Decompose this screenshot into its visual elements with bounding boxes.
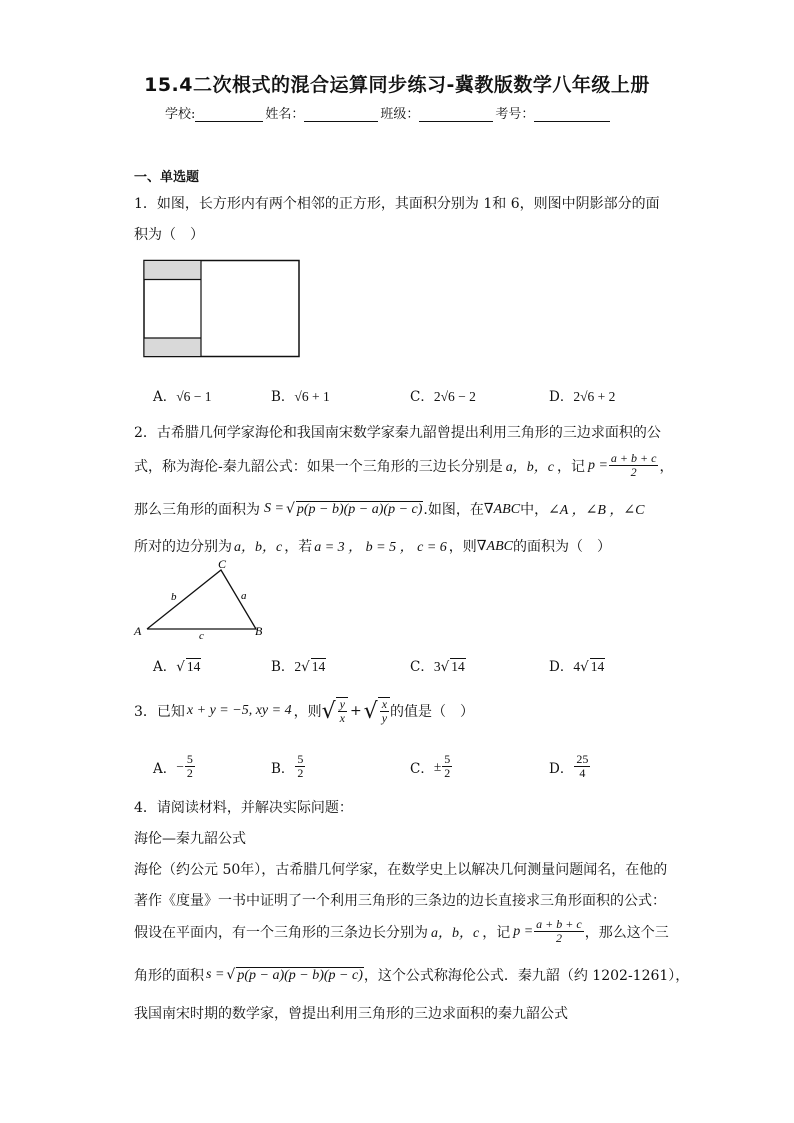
q3-text: 3．已知 x + y = −5, xy = 4 ，则 √ $\frac{y}{x}$ + √ $\frac{x}{y}$ 的值是（ ） bbox=[134, 697, 475, 725]
q2-option-d[interactable]: D．4√ 14 bbox=[549, 659, 605, 675]
vertex-b-label: B bbox=[255, 624, 263, 638]
q3-option-c[interactable]: C． ± $\frac{5}{2}$ bbox=[410, 752, 451, 780]
side-c-label: c bbox=[199, 630, 204, 642]
q4-p-fraction: $\frac{a + b + c}{2}$ bbox=[536, 917, 582, 945]
school-field[interactable] bbox=[195, 107, 263, 122]
class-field[interactable] bbox=[419, 107, 493, 122]
side-a-label: a bbox=[241, 590, 247, 602]
q4-text-line4: 著作《度量》一书中证明了一个利用三角形的三条边的边长直接求三角形面积的公式： bbox=[134, 893, 666, 909]
q3-option-b[interactable]: B． $\frac{5}{2}$ bbox=[271, 752, 304, 780]
q2-area-radicand: p(p − b)(p − a)(p − c) bbox=[296, 501, 423, 517]
number-field[interactable] bbox=[534, 107, 610, 122]
q4-text-line3: 海伦（约公元 50年），古希腊几何学家，在数学史上以解决几何测量问题闻名，在他的 bbox=[134, 862, 668, 878]
q1-text-line1: 1．如图，长方形内有两个相邻的正方形，其面积分别为 1和 6，则图中阴影部分的面 bbox=[134, 196, 660, 212]
school-label: 学校: bbox=[165, 107, 196, 122]
q1-rectangle-figure bbox=[140, 258, 304, 362]
vertex-a-label: A bbox=[134, 624, 142, 638]
q1-option-c[interactable]: C．2√6 − 2 bbox=[410, 389, 476, 405]
q2-option-c[interactable]: C．3√ 14 bbox=[410, 659, 465, 675]
q2-option-a[interactable]: A．√ 14 bbox=[153, 659, 201, 675]
number-label: 考号： bbox=[495, 107, 535, 122]
q2-triangle-figure bbox=[128, 558, 270, 642]
q2-option-b[interactable]: B．2√ 14 bbox=[271, 659, 326, 675]
q2-text-line4: 所对的边分别为 a，b，c ，若 a = 3 ， b = 5 ， c = 6 ，则 ∇ABC 的面积为（ ） bbox=[134, 538, 611, 555]
q3-option-a[interactable]: A． − $\frac{5}{2}$ bbox=[153, 752, 193, 780]
q1-option-b[interactable]: B．√6 + 1 bbox=[271, 389, 330, 405]
q2-text-line1: 2．古希腊几何学家海伦和我国南宋数学家秦九韶曾提出利用三角形的三边求面积的公 bbox=[134, 425, 661, 441]
section-title: 一、单选题 bbox=[134, 170, 200, 185]
q1-option-d[interactable]: D．2√6 + 2 bbox=[549, 389, 616, 405]
vertex-c-label: C bbox=[218, 558, 227, 571]
q4-text-line1: 4．请阅读材料，并解决实际问题： bbox=[134, 800, 353, 816]
q2-p-fraction: $\frac{a + b + c}{2}$ bbox=[610, 451, 657, 479]
q4-text-line5: 假设在平面内，有一个三角形的三条边长分别为 a，b，c ，记 p = $\frac{a + b + c}{2}$ ，那么这个三 bbox=[134, 917, 669, 945]
page-title: 15.4二次根式的混合运算同步练习-冀教版数学八年级上册 bbox=[144, 74, 650, 96]
name-label: 姓名： bbox=[265, 107, 305, 122]
q1-text-line2: 积为（ ） bbox=[134, 227, 204, 243]
q1-option-a[interactable]: A．√6 − 1 bbox=[153, 389, 212, 405]
q4-text-line7: 我国南宋时期的数学家，曾提出利用三角形的三边求面积的秦九韶公式 bbox=[134, 1006, 568, 1022]
side-b-label: b bbox=[171, 591, 177, 603]
q4-text-line2: 海伦—秦九韶公式 bbox=[134, 831, 246, 847]
triangle-abc bbox=[147, 570, 256, 629]
shaded-region-top bbox=[144, 261, 201, 280]
q4-area-radicand: p(p − a)(p − b)(p − c) bbox=[237, 967, 363, 983]
q2-text-line2: 式，称为海伦-秦九韶公式：如果一个三角形的三边长分别是 a，b，c ，记 p = $\frac{a + b + c}{2}$ ， bbox=[134, 451, 674, 479]
q4-text-line6: 角形的面积 s = √ p(p − a)(p − b)(p − c) ，这个公式称海伦公式．秦九韶（约 1202-1261）， bbox=[134, 967, 690, 984]
q2-text-line3: 那么三角形的面积为 S = √ p(p − b)(p − a)(p − c) .如图，在 ∇ABC 中， ∠A ，∠B ，∠C bbox=[134, 501, 645, 518]
q3-option-d[interactable]: D． $\frac{25}{4}$ bbox=[549, 752, 589, 780]
name-field[interactable] bbox=[304, 107, 378, 122]
shaded-region-bottom bbox=[144, 338, 201, 357]
student-info-line bbox=[165, 103, 612, 122]
class-label: 班级： bbox=[380, 107, 420, 122]
